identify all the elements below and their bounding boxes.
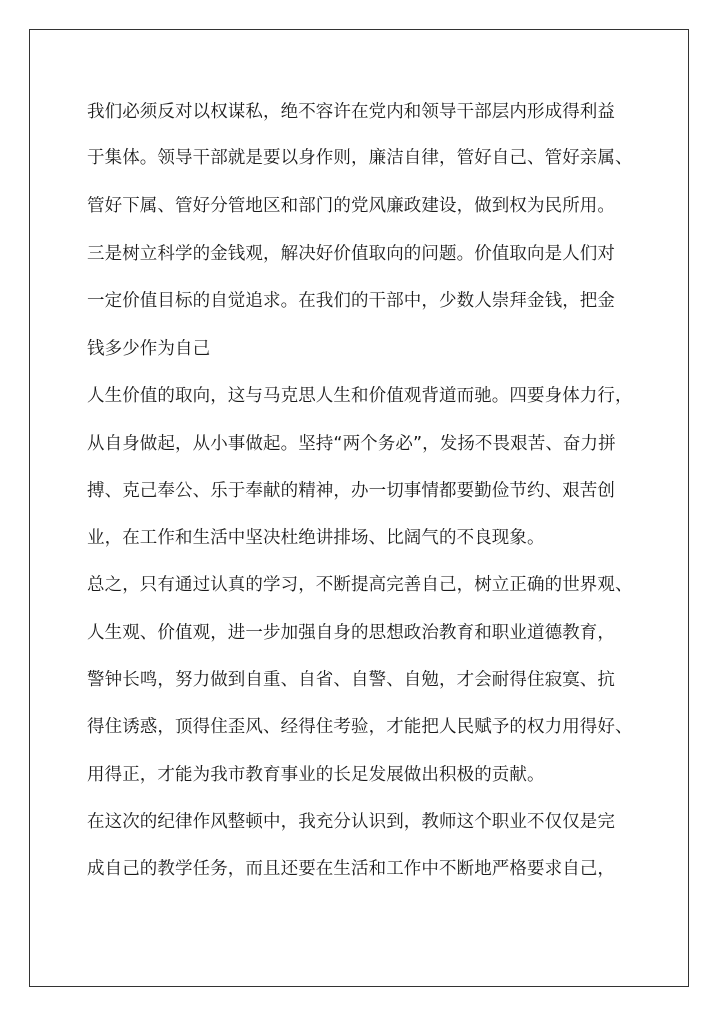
text-line: 业，在工作和生活中坚决杜绝讲排场、比阔气的不良现象。	[87, 528, 545, 548]
text-line: 得住诱惑，顶得住歪风、经得住考验，才能把人民赋予的权力用得好、	[87, 717, 633, 737]
text-line: 管好下属、管好分管地区和部门的党风廉政建设，做到权为民所用。	[87, 196, 615, 216]
page-border	[29, 29, 689, 987]
text-line: 于集体。领导干部就是要以身作则，廉洁自律，管好自己、管好亲属、	[87, 148, 633, 168]
text-line: 我们必须反对以权谋私，绝不容许在党内和领导干部层内形成得利益	[87, 102, 615, 122]
text-line: 三是树立科学的金钱观，解决好价值取向的问题。价值取向是人们对	[87, 244, 615, 264]
text-line: 一定价值目标的自觉追求。在我们的干部中，少数人崇拜金钱，把金	[87, 291, 615, 311]
text-line: 总之，只有通过认真的学习，不断提高完善自己，树立正确的世界观、	[87, 575, 633, 595]
text-line: 在这次的纪律作风整顿中，我充分认识到，教师这个职业不仅仅是完	[87, 812, 615, 832]
text-line: 人生价值的取向，这与马克思人生和价值观背道而驰。四要身体力行，	[87, 386, 633, 406]
text-line: 钱多少作为自己	[87, 339, 211, 359]
text-line: 搏、克己奉公、乐于奉献的精神，办一切事情都要勤俭节约、艰苦创	[87, 481, 615, 501]
text-line: 用得正，才能为我市教育事业的长足发展做出积极的贡献。	[87, 765, 545, 785]
text-line: 警钟长鸣，努力做到自重、自省、自警、自勉，才会耐得住寂寞、抗	[87, 670, 615, 690]
text-line: 人生观、价值观，进一步加强自身的思想政治教育和职业道德教育，	[87, 623, 615, 643]
text-line: 从自身做起，从小事做起。坚持“两个务必”，发扬不畏艰苦、奋力拼	[87, 434, 616, 454]
text-line: 成自己的教学任务，而且还要在生活和工作中不断地严格要求自己，	[87, 859, 615, 879]
